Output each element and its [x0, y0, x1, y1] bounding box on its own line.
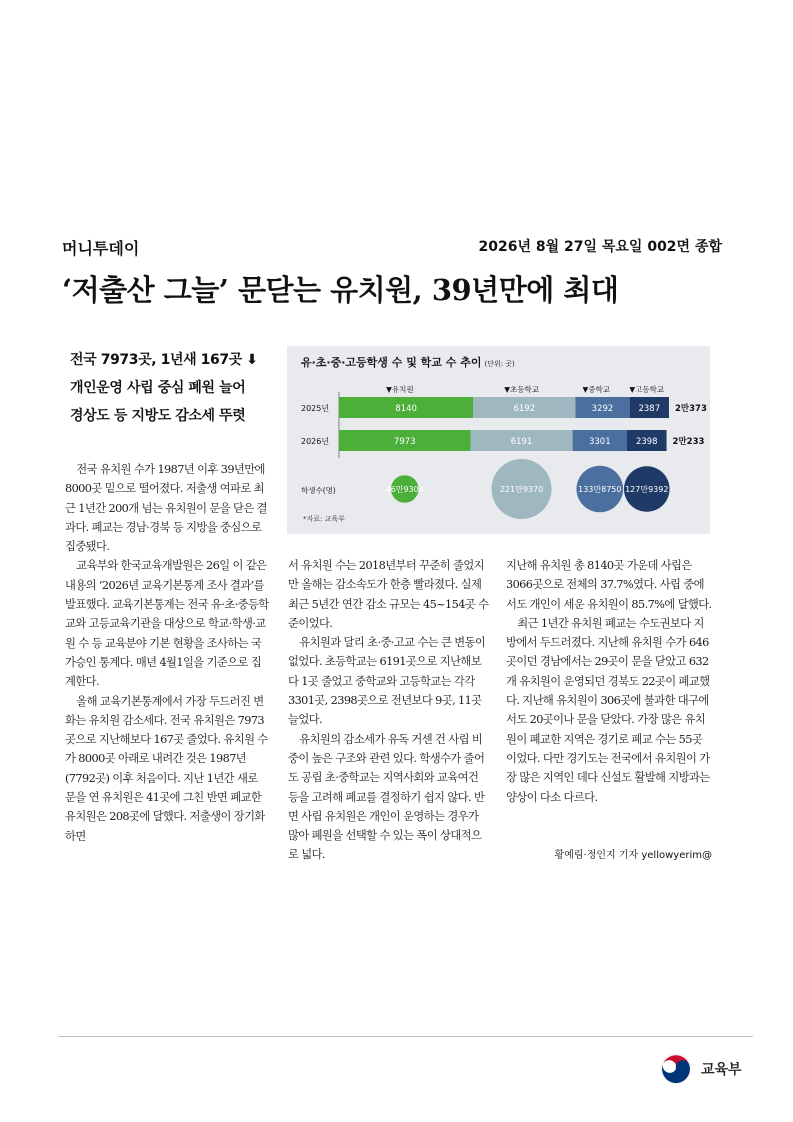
legend-2: ▼중학교	[582, 385, 611, 394]
subhead-1: 전국 7973곳, 1년새 167곳 ⬇	[70, 352, 258, 368]
student-label-3: 127만9392	[625, 485, 669, 494]
headline: ‘저출산 그늘’ 문닫는 유치원, 39년만에 최대	[62, 273, 619, 307]
students-label: 학생수(명)	[301, 486, 336, 495]
paragraph: 교육부와 한국교육개발원은 26일 이 같은 내용의 ‘2026년 교육기본통계 조사 결과’를 발표했다. 교육기본통계는 전국 유·초·중등학교와 고등교육기관을 대상으로 학교·학생·교원 수 등 교육분야 기본 현황을 조사하는 국가승인 통계다. 매년 4월1일을 기준으로 집계한다.	[65, 559, 269, 689]
chart	[287, 346, 710, 534]
category-label-1: 2026년	[301, 437, 330, 446]
category-label-0: 2025년	[301, 404, 330, 413]
article-column-1	[65, 460, 269, 846]
article-column-2	[288, 556, 490, 865]
legend-3: ▼고등학교	[629, 385, 665, 394]
paragraph: 올해 교육기본통계에서 가장 두드러진 변화는 유치원 감소세다. 전국 유치원은 7973곳으로 지난해보다 167곳 줄었다. 유치원 수가 8000곳 아래로 내려간 것은 1987년(7792곳) 이후 처음이다. 지난 1년간 새로 문을 연 유치원은 41곳에 그친 반면 폐교한 유치원은 208곳에 달했다. 저출생이 장기화하면	[65, 694, 268, 843]
paragraph: 지난해 유치원 총 8140곳 가운데 사립은 3066곳으로 전체의 37.7%였다. 사립 중에서도 개인이 세운 유치원이 85.7%에 달했다.	[506, 559, 712, 611]
chart-title: 유·초·중·고등학생 수 및 학교 수 추이 (단위: 곳)	[301, 356, 515, 369]
student-label-2: 133만8750	[578, 485, 622, 494]
taegeuk-icon	[659, 1052, 695, 1086]
bar-label-1-1: 6191	[510, 437, 533, 447]
issue-info: 2026년 8월 27일 목요일 002면 종합	[478, 239, 722, 255]
student-label-1: 221만9370	[499, 485, 544, 494]
chart-unit: (단위: 곳)	[484, 360, 515, 368]
paragraph: 유치원의 감소세가 유독 거센 건 사립 비중이 높은 구조와 관련 있다. 학생수가 줄어도 공립 초·중학교는 지역사회와 교육여건 등을 고려해 폐교를 결정하기 쉽지 않다. 반면 사립 유치원은 개인이 운영하는 경우가 많아 폐원을 선택할 수 있는 폭이 상대적으로 넓다.	[288, 732, 485, 862]
legend-0: ▼유치원	[386, 385, 414, 394]
chart-plot	[287, 346, 710, 534]
footer-divider	[58, 1036, 753, 1037]
ministry-logo	[659, 1052, 759, 1086]
paragraph: 유치원과 달리 초·중·고교 수는 큰 변동이 없었다. 초등학교는 6191곳으로 지난해보다 1곳 줄었고 중학교와 고등학교는 각각 3301곳, 2398곳으로 전년보다 9곳, 11곳 늘었다.	[288, 636, 486, 727]
byline: 황예림·정인지 기자 yellowyerim@	[554, 850, 712, 861]
bar-label-2-0: 3292	[591, 404, 614, 414]
total-label-1: 2만233	[672, 437, 705, 447]
article-column-3	[506, 556, 712, 807]
bar-label-1-0: 6192	[513, 404, 536, 414]
subhead-2: 개인운영 사립 중심 폐원 늘어	[70, 380, 246, 396]
student-label-0: 46만9304	[385, 485, 424, 494]
subheads	[70, 346, 280, 430]
bar-label-2-1: 3301	[588, 437, 611, 447]
newspaper-name: 머니투데이	[62, 239, 140, 258]
total-label-0: 2만373	[675, 404, 707, 414]
subhead-3: 경상도 등 지방도 감소세 뚜렷	[70, 408, 246, 424]
bar-label-0-0: 8140	[395, 404, 417, 414]
bar-label-3-0: 2387	[638, 404, 661, 414]
bar-label-0-1: 7973	[393, 437, 416, 447]
paragraph: 최근 1년간 유치원 폐교는 수도권보다 지방에서 두드러졌다. 지난해 유치원 수가 646곳이던 경남에서는 29곳이 문을 닫았고 632개 유치원이 운영되던 경북도 22곳이 폐교했다. 지난해 유치원이 306곳에 불과한 대구에서도 20곳이나 문을 닫았다. 가장 많은 유치원이 폐교한 지역은 경기로 폐교 수는 55곳이었다. 다만 경기도는 전국에서 유치원이 가장 많은 지역인 데다 신설도 활발해 지방과는 양상이 다소 다르다.	[506, 616, 710, 804]
ministry-name: 교육부	[701, 1062, 742, 1078]
masthead	[62, 236, 722, 260]
paragraph: 전국 유치원 수가 1987년 이후 39년만에 8000곳 밑으로 떨어졌다. 저출생 여파로 최근 1년간 200개 넘는 유치원이 문을 닫은 결과다. 폐교는 경남·경북 등 지방을 중심으로 집중됐다.	[65, 463, 267, 554]
bar-label-3-1: 2398	[635, 437, 658, 447]
chart-source: *자료: 교육부	[303, 515, 345, 523]
legend-1: ▼초등학교	[504, 385, 540, 394]
paragraph: 서 유치원 수는 2018년부터 꾸준히 줄었지만 올해는 감소속도가 한층 빨라졌다. 실제 최근 5년간 연간 감소 규모는 45~154곳 수준이었다.	[288, 559, 489, 630]
